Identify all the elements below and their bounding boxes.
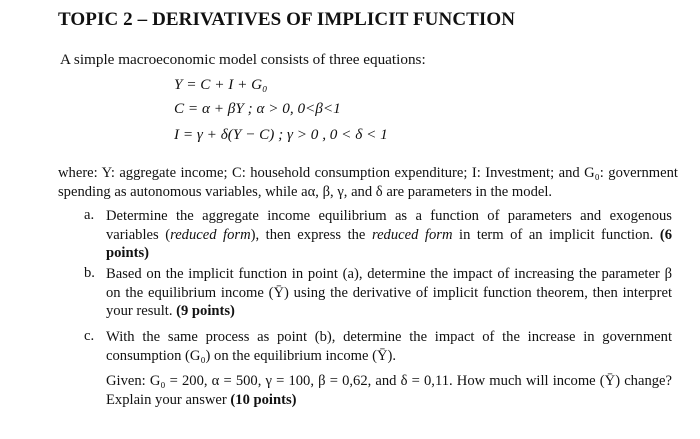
item-b-text (106, 265, 672, 321)
item-c-given (106, 372, 672, 409)
page-title: TOPIC 2 – DERIVATIVES OF IMPLICIT FUNCTION (58, 9, 516, 30)
item-a-letter: a. (84, 207, 95, 223)
intro-text: A simple macroeconomic model consists of three equations: (60, 51, 426, 68)
item-c-given-body: Given: G₀ = 200, α = 500, γ = 100, β = 0,62, and δ = 0,11. How much will income (Ȳ) change? Explain your answer (106, 373, 672, 408)
item-a-italic-2: reduced form (371, 226, 453, 243)
item-b-letter: b. (84, 265, 95, 281)
item-c-letter: c. (84, 328, 95, 344)
equation-2: C = α + βY ; α > 0, 0<β<1 (174, 100, 341, 117)
item-c-text: With the same process as point (b), determine the impact of the increase in government consumption (G₀) on the equilibrium income (Ȳ). (106, 329, 672, 364)
item-b-points: (9 points) (176, 303, 235, 319)
item-a-text-before: Determine the aggregate income equilibrium as a function of parameters and exogenous variables ( (106, 208, 672, 243)
item-a-text (106, 207, 672, 263)
item-c-points: (10 points) (230, 391, 297, 408)
item-a-points: (6 points) (106, 226, 673, 261)
variable-definitions: where: Y: aggregate income; C: household consumption expenditure; I: Investment; and G₀: government spending as autonomous variables, while aα, β, γ, and δ are parameters in the model. (58, 165, 678, 200)
item-b-body: Based on the implicit function in point (a), determine the impact of increasing the parameter β on the equilibrium income (Ȳ) using the derivative of implicit function theorem, then interpret your result. (106, 266, 672, 319)
item-a-text-mid: ), then express the (250, 226, 372, 243)
item-a-italic-1: reduced form (170, 226, 251, 243)
equation-1: Y = C + I + G₀ (174, 76, 268, 93)
item-a-text-after: in term of an implicit function. (452, 226, 660, 243)
equation-3: I = γ + δ(Y − C) ; γ > 0 , 0 < δ < 1 (174, 126, 388, 143)
